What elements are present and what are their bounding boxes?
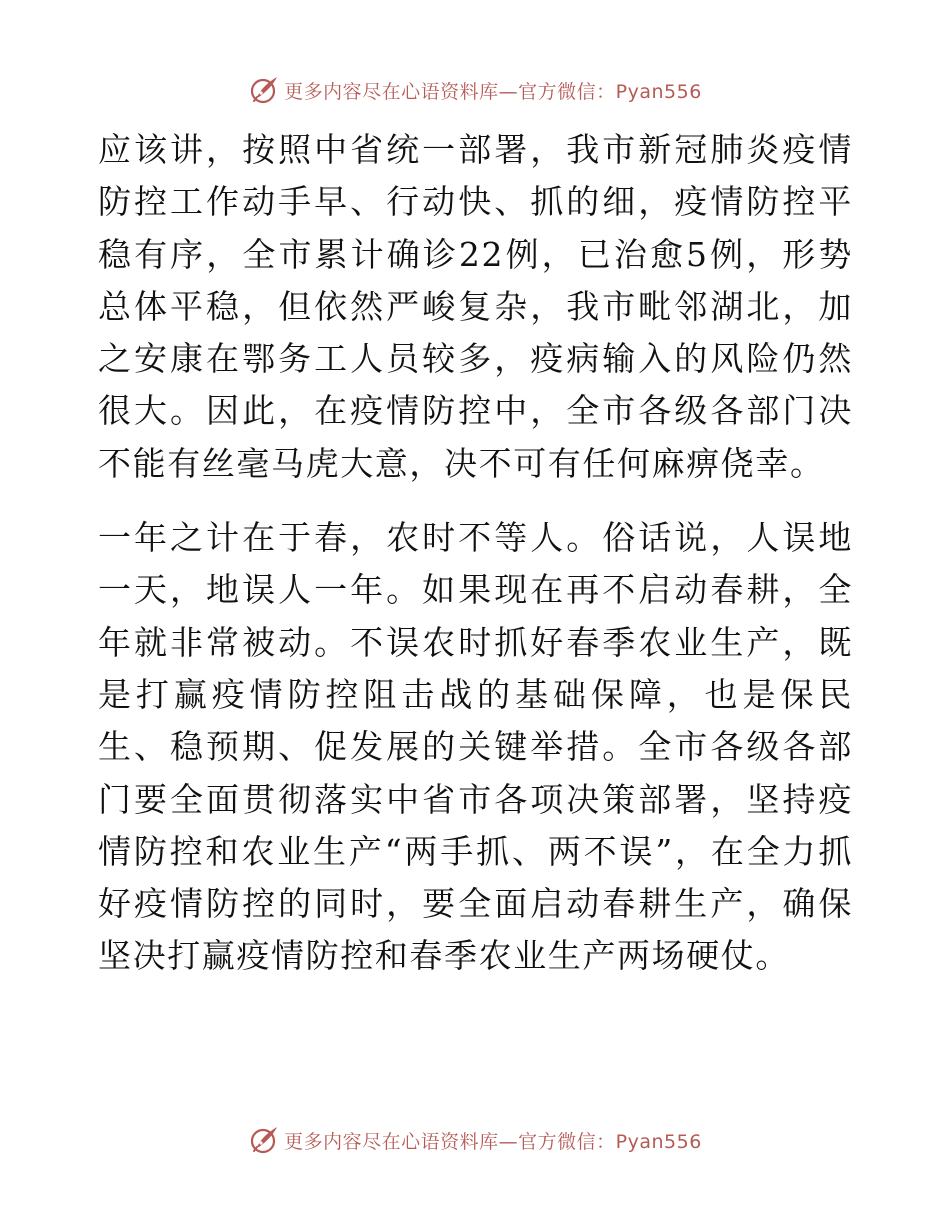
footer-banner [0, 1120, 950, 1160]
paragraph-2: 一年之计在于春，农时不等人。俗话说，人误地一天，地误人一年。如果现在再不启动春耕，全年就非常被动。不误农时抓好春季农业生产，既是打赢疫情防控阻击战的基础保障，也是保民生、稳预期、促发展的关键举措。全市各级各部门要全面贯彻落实中省市各项决策部署，坚持疫情防控和农业生产“两手抓、两不误”，在全力抓好疫情防控的同时，要全面启动春耕生产，确保坚决打赢疫情防控和春季农业生产两场硬仗。 [98, 518, 853, 976]
quill-pen-logo-icon [248, 1124, 280, 1156]
header-banner [0, 70, 950, 110]
footer-banner-text: 更多内容尽在心语资料库—官方微信：Pyan556 [284, 1130, 702, 1153]
quill-pen-logo-icon [248, 74, 280, 106]
header-banner-text: 更多内容尽在心语资料库—官方微信：Pyan556 [284, 80, 702, 103]
document-body [98, 124, 853, 983]
paragraph-1: 应该讲，按照中省统一部署，我市新冠肺炎疫情防控工作动手早、行动快、抓的细，疫情防控平稳有序，全市累计确诊22例，已治愈5例，形势总体平稳，但依然严峻复杂，我市毗邻湖北，加之安康在鄂务工人员较多，疫病输入的风险仍然很大。因此，在疫情防控中，全市各级各部门决不能有丝毫马虎大意，决不可有任何麻痹侥幸。 [98, 130, 853, 483]
